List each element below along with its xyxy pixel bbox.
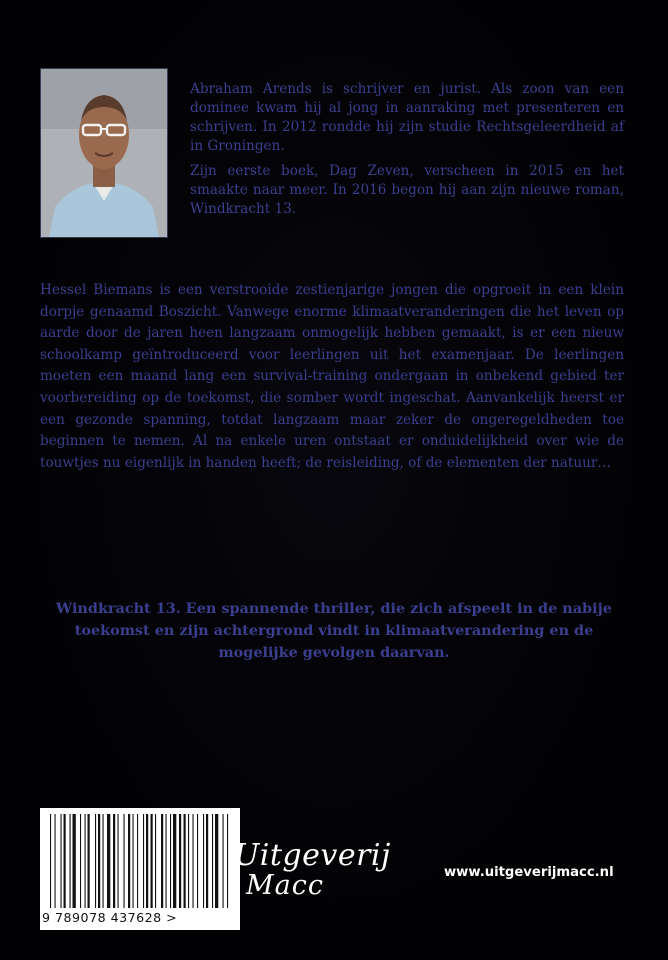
barcode-bar	[215, 814, 218, 908]
barcode-bar	[206, 814, 208, 908]
barcode-bar	[98, 814, 100, 908]
barcode-bar	[173, 814, 176, 908]
barcode-bar	[223, 814, 224, 908]
barcode-bar	[133, 814, 134, 908]
author-bio	[190, 80, 624, 225]
barcode-bar	[64, 814, 66, 908]
barcode-bar	[155, 814, 156, 908]
barcode-bar	[137, 814, 138, 908]
barcode-bar	[70, 814, 71, 908]
barcode-bar	[107, 814, 110, 908]
author-bio-paragraph-1: Abraham Arends is schrijver en jurist. Als zoon van een dominee kwam hij al jong in aanraking met presenteren en schrijven. In 2012 rondde hij zijn studie Rechtsgeleerdheid af in Groningen.	[190, 81, 624, 154]
author-photo	[40, 68, 168, 238]
isbn-number: 9 789078 437628 >	[42, 910, 178, 925]
barcode-bar	[80, 814, 81, 908]
publisher-logo-line-2: Macc	[246, 870, 324, 901]
barcode-bar	[179, 814, 181, 908]
barcode-bar	[95, 814, 96, 908]
barcode-bar	[212, 814, 213, 908]
book-tagline: Windkracht 13. Een spannende thriller, die zich afspeelt in de nabije toekomst en zijn achtergrond vindt in klimaatverandering en de mogelijke gevolgen daarvan.	[56, 600, 612, 661]
barcode-bar	[143, 814, 144, 908]
barcode-bar	[188, 814, 189, 908]
barcode-bar	[124, 814, 125, 908]
barcode-bar	[197, 814, 198, 908]
barcode-bar	[118, 814, 119, 908]
barcode-bar	[113, 814, 115, 908]
barcode-bar	[103, 814, 104, 908]
barcode-bar	[73, 814, 76, 908]
author-portrait-image	[41, 69, 167, 237]
barcode-bar	[203, 814, 204, 908]
barcode-bar	[184, 814, 186, 908]
barcode-bar	[88, 814, 90, 908]
book-blurb: Hessel Biemans is een verstrooide zestienjarige jongen die opgroeit in een klein dorpje genaamd Boszicht. Vanwege enorme klimaatveranderingen die het leven op aarde door de jaren heen langzaam onmogelijk hebben gemaakt, is er een nieuw schoolkamp geïntroduceerd voor leerlingen uit het examenjaar. De leerlingen moeten een maand lang een survival-training ondergaan in onbekend gebied ter voorbereiding op de toekomst, die somber wordt ingeschat. Aanvankelijk heerst er een gezonde spanning, totdat langzaam maar zeker de ongeregeldheden toe beginnen te nemen. Al na enkele uren ontstaat er onduidelijkheid over wie de touwtjes nu eigenlijk in handen heeft; de reisleiding, of de elementen der natuur…	[40, 282, 624, 471]
barcode-bar	[151, 814, 153, 908]
author-bio-paragraph-2: Zijn eerste boek, Dag Zeven, verscheen in 2015 en het smaakte naar meer. In 2016 begon hij aan zijn nieuwe roman, Windkracht 13.	[190, 163, 624, 217]
barcode-bar	[170, 814, 171, 908]
barcode-bar	[166, 814, 167, 908]
barcode-bar	[193, 814, 194, 908]
barcode-bar	[161, 814, 163, 908]
publisher-url: www.uitgeverijmacc.nl	[444, 865, 614, 880]
publisher-logo-line-1: Uitgeverij	[234, 838, 391, 873]
barcode-bar	[50, 814, 51, 908]
barcode-bar	[61, 814, 62, 908]
publisher-logo	[234, 838, 404, 918]
barcode-bar	[55, 814, 56, 908]
barcode-bar	[85, 814, 86, 908]
barcode-bars	[48, 814, 232, 908]
isbn-barcode	[40, 808, 240, 930]
barcode-bar	[227, 814, 228, 908]
barcode-bar	[128, 814, 130, 908]
barcode-bar	[146, 814, 148, 908]
